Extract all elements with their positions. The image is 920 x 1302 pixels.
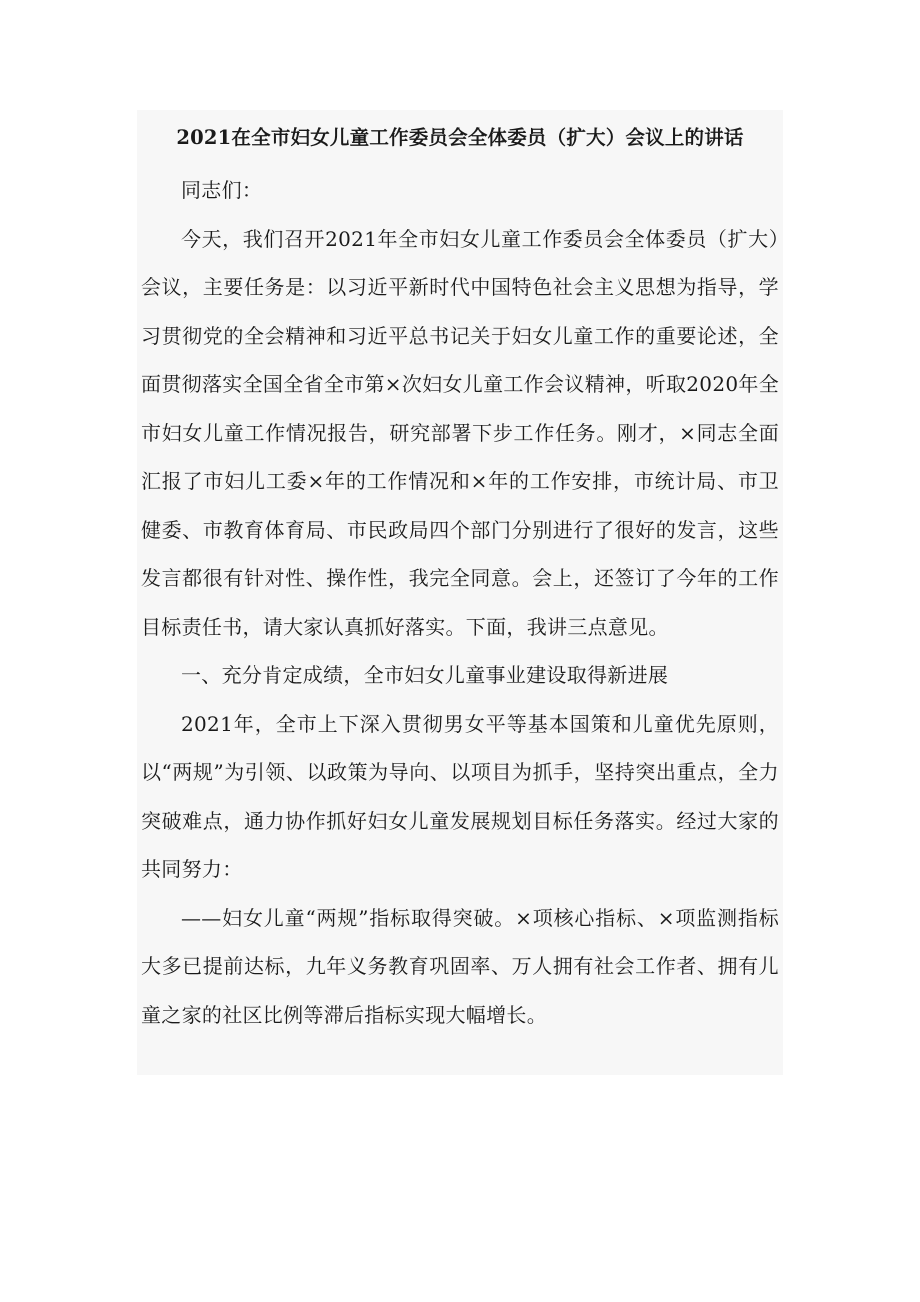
salutation-paragraph: 同志们： bbox=[181, 178, 263, 202]
document-body bbox=[137, 110, 783, 1075]
opening-paragraph: 今天，我们召开2021年全市妇女儿童工作委员会全体委员（扩大）会议，主要任务是：以习近平新时代中国特色社会主义思想为指导，学习贯彻党的全会精神和习近平总书记关于妇女儿童工作的重要论述，全面贯彻落实全国全省全市第×次妇女儿童工作会议精神，听取2020年全市妇女儿童工作情况报告，研究部署下步工作任务。刚才，×同志全面汇报了市妇儿工委×年的工作情况和×年的工作安排，市统计局、市卫健委、市教育体育局、市民政局四个部门分别进行了很好的发言，这些发言都很有针对性、操作性，我完全同意。会上，还签订了今年的工作目标责任书，请大家认真抓好落实。下面，我讲三点意见。 bbox=[141, 226, 779, 639]
section-heading-1: 一、充分肯定成绩，全市妇女儿童事业建设取得新进展 bbox=[181, 663, 669, 687]
achievement-intro-paragraph: 2021年，全市上下深入贯彻男女平等基本国策和儿童优先原则，以“两规”为引领、以政策为导向、以项目为抓手，坚持突出重点，全力突破难点，通力协作抓好妇女儿童发展规划目标任务落实。经过大家的共同努力： bbox=[141, 711, 779, 881]
achievement-item-paragraph: ——妇女儿童“两规”指标取得突破。×项核心指标、×项监测指标大多已提前达标，九年义务教育巩固率、万人拥有社会工作者、拥有儿童之家的社区比例等滞后指标实现大幅增长。 bbox=[141, 905, 779, 1027]
document-title: 2021在全市妇女儿童工作委员会全体委员（扩大）会议上的讲话 bbox=[176, 126, 744, 149]
